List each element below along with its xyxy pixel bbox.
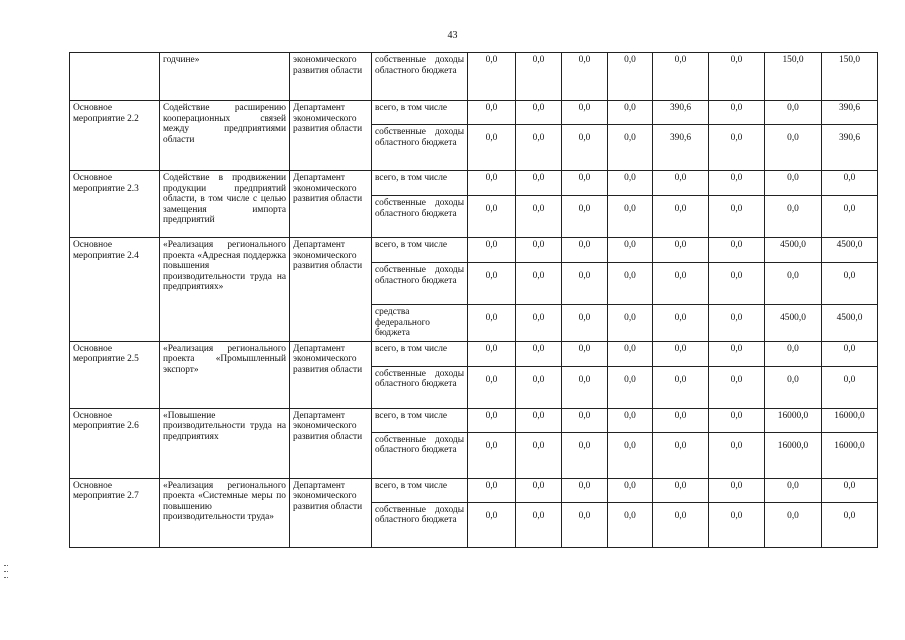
value-cell: 0,0	[468, 101, 516, 125]
value-cell: 0,0	[468, 366, 516, 408]
value-cell: 0,0	[608, 502, 653, 547]
description-cell: «Повышение производительности труда на предприятиях	[160, 408, 290, 478]
value-cell: 0,0	[608, 341, 653, 366]
executor-cell: Департамент экономического развития области	[290, 408, 372, 478]
value-cell: 0,0	[562, 101, 608, 125]
value-cell: 0,0	[516, 408, 562, 432]
value-cell: 4500,0	[765, 238, 822, 263]
value-cell: 0,0	[608, 408, 653, 432]
value-cell: 0,0	[709, 101, 765, 125]
funding-source-cell: собственные доходы областного бюджета	[372, 53, 468, 101]
value-cell: 0,0	[822, 502, 878, 547]
value-cell: 0,0	[765, 101, 822, 125]
value-cell: 0,0	[562, 238, 608, 263]
value-cell: 150,0	[765, 53, 822, 101]
value-cell: 0,0	[468, 341, 516, 366]
funding-source-cell: всего, в том числе	[372, 478, 468, 502]
value-cell: 0,0	[562, 171, 608, 196]
value-cell: 0,0	[468, 432, 516, 478]
measure-cell: Основное мероприятие 2.5	[70, 341, 160, 408]
value-cell: 0,0	[653, 432, 709, 478]
value-cell: 0,0	[709, 432, 765, 478]
value-cell: 0,0	[608, 101, 653, 125]
value-cell: 0,0	[765, 341, 822, 366]
measure-cell: Основное мероприятие 2.7	[70, 478, 160, 547]
value-cell: 0,0	[765, 366, 822, 408]
value-cell: 0,0	[562, 478, 608, 502]
value-cell: 0,0	[468, 125, 516, 171]
funding-source-cell: собственные доходы областного бюджета	[372, 432, 468, 478]
value-cell: 0,0	[822, 263, 878, 305]
value-cell: 0,0	[709, 53, 765, 101]
description-cell: годчине»	[160, 53, 290, 101]
value-cell: 0,0	[562, 263, 608, 305]
scan-edge-mark	[4, 565, 8, 566]
value-cell: 0,0	[468, 408, 516, 432]
value-cell: 0,0	[562, 125, 608, 171]
value-cell: 0,0	[709, 196, 765, 238]
scan-edge-mark	[4, 571, 8, 572]
value-cell: 0,0	[516, 305, 562, 342]
value-cell: 0,0	[822, 366, 878, 408]
value-cell: 0,0	[562, 196, 608, 238]
value-cell: 0,0	[765, 478, 822, 502]
value-cell: 0,0	[468, 196, 516, 238]
value-cell: 0,0	[516, 196, 562, 238]
funding-source-cell: собственные доходы областного бюджета	[372, 125, 468, 171]
value-cell: 0,0	[709, 341, 765, 366]
measure-cell: Основное мероприятие 2.2	[70, 101, 160, 171]
value-cell: 0,0	[709, 305, 765, 342]
executor-cell: Департамент экономического развития области	[290, 101, 372, 171]
scan-edge-mark	[4, 577, 8, 578]
measure-cell: Основное мероприятие 2.3	[70, 171, 160, 238]
value-cell: 0,0	[516, 263, 562, 305]
description-cell: Содействие расширению кооперационных связей между предприятиями области	[160, 101, 290, 171]
executor-cell: экономического развития области	[290, 53, 372, 101]
value-cell: 0,0	[468, 305, 516, 342]
budget-table-body	[70, 53, 878, 548]
value-cell: 0,0	[822, 341, 878, 366]
value-cell: 0,0	[822, 171, 878, 196]
value-cell: 4500,0	[765, 305, 822, 342]
value-cell: 0,0	[765, 196, 822, 238]
table-row	[70, 171, 878, 196]
value-cell: 4500,0	[822, 305, 878, 342]
value-cell: 0,0	[608, 238, 653, 263]
value-cell: 0,0	[709, 502, 765, 547]
executor-cell: Департамент экономического развития области	[290, 478, 372, 547]
value-cell: 0,0	[468, 478, 516, 502]
executor-cell: Департамент экономического развития области	[290, 238, 372, 342]
funding-source-cell: всего, в том числе	[372, 238, 468, 263]
value-cell: 0,0	[709, 263, 765, 305]
value-cell: 0,0	[516, 125, 562, 171]
value-cell: 0,0	[516, 101, 562, 125]
funding-source-cell: всего, в том числе	[372, 171, 468, 196]
value-cell: 0,0	[765, 502, 822, 547]
value-cell: 0,0	[608, 263, 653, 305]
funding-source-cell: всего, в том числе	[372, 101, 468, 125]
value-cell: 0,0	[562, 305, 608, 342]
value-cell: 0,0	[822, 196, 878, 238]
funding-source-cell: собственные доходы областного бюджета	[372, 263, 468, 305]
value-cell: 0,0	[608, 171, 653, 196]
funding-source-cell: всего, в том числе	[372, 408, 468, 432]
table-row	[70, 408, 878, 432]
value-cell: 0,0	[709, 478, 765, 502]
page-number: 43	[447, 30, 458, 41]
value-cell: 0,0	[765, 171, 822, 196]
description-cell: «Реализация регионального проекта «Системные меры по повышению производительности труда»	[160, 478, 290, 547]
value-cell: 390,6	[822, 101, 878, 125]
value-cell: 0,0	[516, 171, 562, 196]
value-cell: 0,0	[516, 366, 562, 408]
description-cell: «Реализация регионального проекта «Промышленный экспорт»	[160, 341, 290, 408]
value-cell: 0,0	[608, 432, 653, 478]
value-cell: 0,0	[468, 53, 516, 101]
value-cell: 0,0	[765, 125, 822, 171]
value-cell: 0,0	[653, 263, 709, 305]
description-cell: Содействие в продвижении продукции предприятий области, в том числе с целью замещения импорта предприятий	[160, 171, 290, 238]
value-cell: 0,0	[653, 196, 709, 238]
value-cell: 0,0	[562, 408, 608, 432]
value-cell: 16000,0	[765, 408, 822, 432]
funding-source-cell: собственные доходы областного бюджета	[372, 366, 468, 408]
measure-cell: Основное мероприятие 2.6	[70, 408, 160, 478]
value-cell: 0,0	[516, 238, 562, 263]
measure-cell: Основное мероприятие 2.4	[70, 238, 160, 342]
funding-source-cell: всего, в том числе	[372, 341, 468, 366]
value-cell: 0,0	[709, 171, 765, 196]
measure-cell	[70, 53, 160, 101]
executor-cell: Департамент экономического развития области	[290, 171, 372, 238]
value-cell: 0,0	[653, 305, 709, 342]
table-row	[70, 341, 878, 366]
value-cell: 0,0	[709, 125, 765, 171]
value-cell: 16000,0	[765, 432, 822, 478]
funding-source-cell: собственные доходы областного бюджета	[372, 196, 468, 238]
value-cell: 0,0	[709, 366, 765, 408]
value-cell: 390,6	[653, 125, 709, 171]
value-cell: 0,0	[516, 502, 562, 547]
value-cell: 0,0	[608, 366, 653, 408]
table-row	[70, 101, 878, 125]
value-cell: 16000,0	[822, 408, 878, 432]
description-cell: «Реализация регионального проекта «Адресная поддержка повышения производительности труда на предприятиях»	[160, 238, 290, 342]
value-cell: 0,0	[562, 366, 608, 408]
funding-source-cell: средства федерального бюджета	[372, 305, 468, 342]
value-cell: 0,0	[709, 238, 765, 263]
value-cell: 4500,0	[822, 238, 878, 263]
executor-cell: Департамент экономического развития области	[290, 341, 372, 408]
value-cell: 0,0	[468, 502, 516, 547]
value-cell: 0,0	[653, 53, 709, 101]
value-cell: 0,0	[468, 171, 516, 196]
value-cell: 0,0	[608, 125, 653, 171]
value-cell: 0,0	[516, 341, 562, 366]
value-cell: 16000,0	[822, 432, 878, 478]
value-cell: 0,0	[562, 432, 608, 478]
value-cell: 0,0	[765, 263, 822, 305]
table-row	[70, 53, 878, 101]
value-cell: 0,0	[653, 408, 709, 432]
value-cell: 0,0	[653, 171, 709, 196]
table-row	[70, 238, 878, 263]
value-cell: 0,0	[653, 238, 709, 263]
value-cell: 0,0	[608, 196, 653, 238]
value-cell: 0,0	[709, 408, 765, 432]
value-cell: 0,0	[562, 53, 608, 101]
value-cell: 0,0	[608, 53, 653, 101]
value-cell: 0,0	[516, 432, 562, 478]
value-cell: 0,0	[653, 502, 709, 547]
value-cell: 0,0	[653, 341, 709, 366]
value-cell: 0,0	[562, 341, 608, 366]
value-cell: 390,6	[822, 125, 878, 171]
value-cell: 0,0	[562, 502, 608, 547]
value-cell: 390,6	[653, 101, 709, 125]
value-cell: 0,0	[822, 478, 878, 502]
value-cell: 0,0	[653, 478, 709, 502]
value-cell: 0,0	[608, 478, 653, 502]
value-cell: 0,0	[468, 238, 516, 263]
table-row	[70, 478, 878, 502]
value-cell: 0,0	[468, 263, 516, 305]
value-cell: 0,0	[516, 53, 562, 101]
value-cell: 150,0	[822, 53, 878, 101]
budget-table	[69, 52, 878, 548]
value-cell: 0,0	[516, 478, 562, 502]
value-cell: 0,0	[608, 305, 653, 342]
funding-source-cell: собственные доходы областного бюджета	[372, 502, 468, 547]
value-cell: 0,0	[653, 366, 709, 408]
